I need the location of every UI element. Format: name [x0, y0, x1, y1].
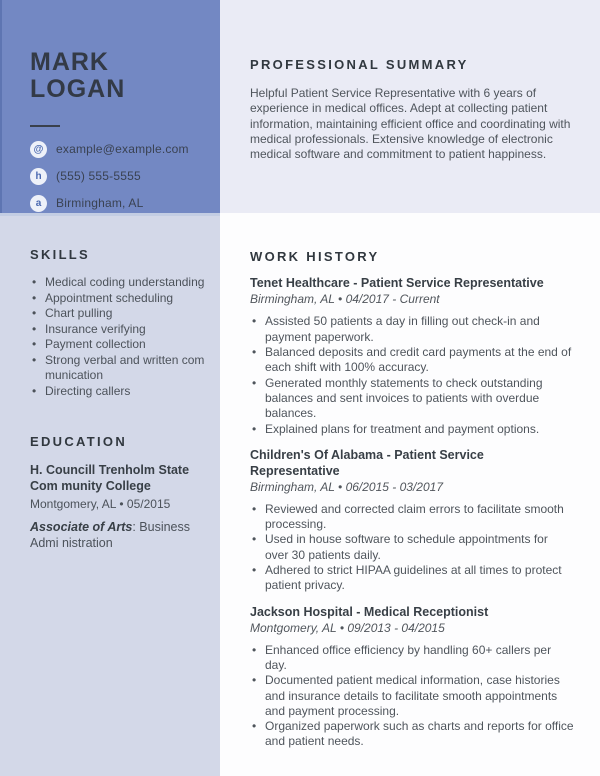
location-icon: a — [30, 195, 47, 212]
job-entry — [250, 604, 574, 750]
email-icon: @ — [30, 141, 47, 158]
work-history-section — [250, 249, 574, 749]
name-heading — [30, 49, 206, 103]
degree-label: Associate of Arts — [30, 520, 133, 534]
job-bullet-list — [250, 502, 574, 594]
summary-text: Helpful Patient Service Representative with 6 years of experience in medical offices. Adept at collecting patient information, maintaining efficient office and coordinating with medical professionals. Extensive knowledge of electronic medical software and commitment to patient happiness. — [250, 86, 571, 162]
skill-item: • Appointment scheduling — [30, 291, 206, 307]
name-line-2: LOGAN — [30, 75, 126, 104]
skill-item: • Directing callers — [30, 384, 206, 400]
education-degree — [30, 520, 212, 551]
skill-item: • Payment collection — [30, 337, 206, 353]
sidebar-panel — [0, 216, 220, 776]
contact-row-email — [30, 141, 206, 158]
skill-item: • Strong verbal and written com munication — [30, 353, 206, 384]
job-bullet: • Used in house software to schedule appointments for over 30 patients daily. — [250, 532, 574, 563]
job-meta: Birmingham, AL • 04/2017 - Current — [250, 292, 440, 307]
job-bullet: • Adhered to strict HIPAA guidelines at all times to protect patient privacy. — [250, 563, 574, 594]
skill-item: • Chart pulling — [30, 306, 206, 322]
job-bullet: • Explained plans for treatment and payment options. — [250, 422, 574, 437]
job-title: Tenet Healthcare - Patient Service Representative — [250, 276, 544, 291]
work-history-heading: WORK HISTORY — [250, 249, 380, 265]
summary-heading: PROFESSIONAL SUMMARY — [250, 57, 469, 72]
professional-summary-section — [250, 57, 574, 162]
job-bullet-list — [250, 314, 574, 436]
job-entry — [250, 275, 574, 436]
job-meta: Montgomery, AL • 09/2013 - 04/2015 — [250, 620, 445, 635]
degree-field: : Business Admi nistration — [30, 520, 191, 550]
skill-item: • Insurance verifying — [30, 322, 206, 338]
education-school: H. Councill Trenholm State Com munity College — [30, 463, 190, 493]
education-heading: EDUCATION — [30, 434, 128, 449]
job-bullet: • Reviewed and corrected claim errors to facilitate smooth processing. — [250, 502, 574, 533]
job-bullet: • Generated monthly statements to check outstanding balances and sent invoices to patients with overdue balances. — [250, 376, 574, 422]
email-text: example@example.com — [56, 142, 189, 157]
contact-row-phone — [30, 168, 206, 185]
name-line-1: MARK — [30, 48, 109, 77]
job-meta: Birmingham, AL • 06/2015 - 03/2017 — [250, 479, 443, 494]
phone-icon: h — [30, 168, 47, 185]
job-bullet: • Assisted 50 patients a day in filling out check-in and payment paperwork. — [250, 314, 574, 345]
education-meta: Montgomery, AL • 05/2015 — [30, 497, 171, 511]
job-entry — [250, 447, 574, 594]
job-bullet: • Enhanced office efficiency by handling 60+ callers per day. — [250, 643, 574, 674]
job-bullet-list — [250, 643, 574, 750]
job-bullet: • Organized paperwork such as charts and reports for office and patient needs. — [250, 719, 574, 750]
location-text: Birmingham, AL — [56, 196, 144, 211]
skill-item: • Medical coding understanding — [30, 275, 206, 291]
job-bullet: • Balanced deposits and credit card payments at the end of each shift with 100% accuracy. — [250, 345, 574, 376]
skills-heading: SKILLS — [30, 247, 91, 262]
phone-text: (555) 555-5555 — [56, 169, 141, 184]
main-column — [220, 0, 600, 750]
name-divider — [30, 125, 60, 127]
contact-list — [30, 141, 206, 212]
job-bullet: • Documented patient medical information, case histories and insurance details to facilitate smooth appointments and payment processing. — [250, 673, 574, 719]
skills-list — [30, 275, 208, 399]
job-title: Jackson Hospital - Medical Receptionist — [250, 604, 489, 619]
header-panel — [0, 0, 220, 213]
job-title: Children's Of Alabama - Patient Service Representative — [250, 447, 484, 478]
contact-row-location — [30, 195, 206, 212]
